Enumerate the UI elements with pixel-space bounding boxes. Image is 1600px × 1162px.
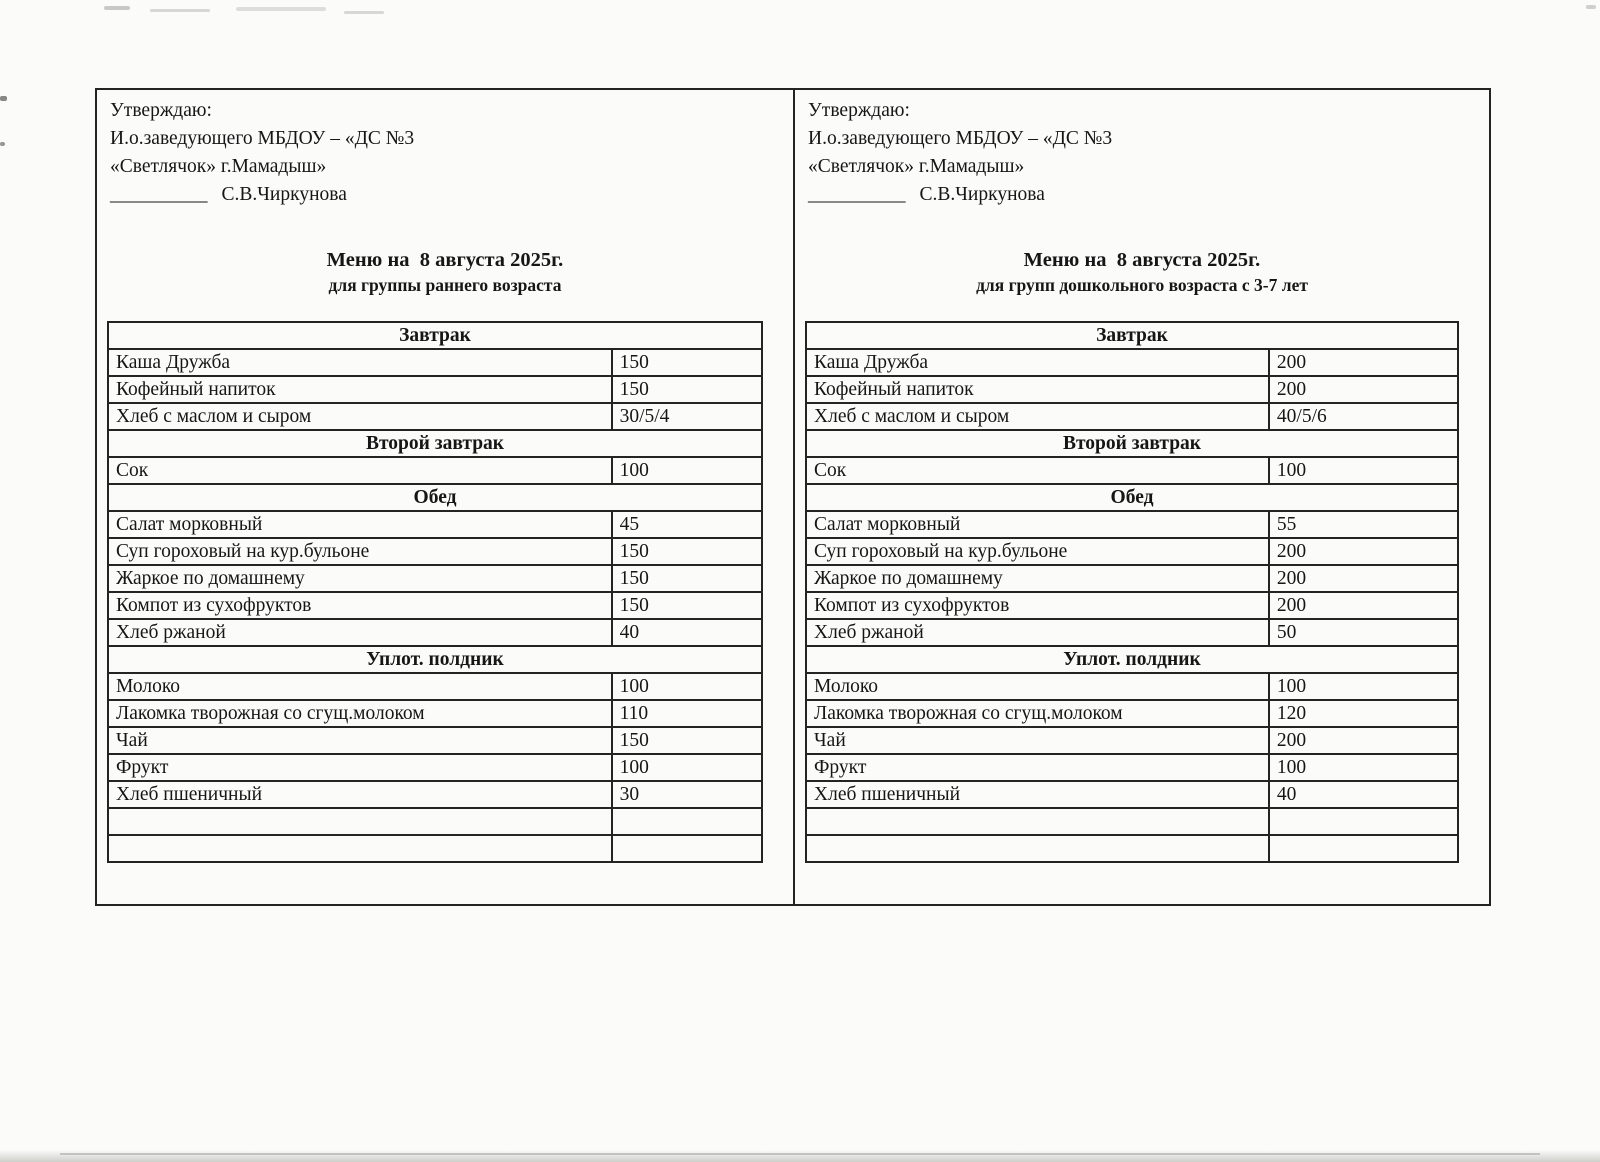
dish-name: Кофейный напиток xyxy=(108,376,612,403)
dish-quantity: 110 xyxy=(612,700,762,727)
dish-name: Чай xyxy=(108,727,612,754)
menu-item-row xyxy=(108,403,762,430)
menu-item-row xyxy=(806,619,1458,646)
scan-artifact xyxy=(104,6,130,10)
dish-name: Суп гороховый на кур.бульоне xyxy=(108,538,612,565)
menu-section-label: Уплот. полдник xyxy=(108,646,762,673)
menu-section-label: Второй завтрак xyxy=(108,430,762,457)
dish-name: Компот из сухофруктов xyxy=(108,592,612,619)
menu-table-early-age xyxy=(107,321,763,863)
signature-blank: __________ xyxy=(110,184,208,205)
menu-item-row xyxy=(806,592,1458,619)
dish-name: Компот из сухофруктов xyxy=(806,592,1269,619)
menu-item-row xyxy=(108,754,762,781)
menu-section-row xyxy=(806,484,1458,511)
dish-name: Хлеб пшеничный xyxy=(108,781,612,808)
menu-item-row xyxy=(806,511,1458,538)
menu-item-row xyxy=(108,619,762,646)
dish-name: Хлеб с маслом и сыром xyxy=(806,403,1269,430)
approval-line-2: И.о.заведующего МБДОУ – «ДС №3 xyxy=(808,128,1113,149)
approval-block xyxy=(97,90,793,209)
approval-line-3: «Светлячок» г.Мамадыш» xyxy=(808,156,1025,177)
approval-signature-line xyxy=(808,181,1489,209)
signature-blank: __________ xyxy=(808,184,906,205)
menu-section-label: Второй завтрак xyxy=(806,430,1458,457)
scan-artifact xyxy=(0,142,5,146)
dish-name: Молоко xyxy=(806,673,1269,700)
menu-item-row xyxy=(806,565,1458,592)
dish-name: Хлеб ржаной xyxy=(806,619,1269,646)
dish-name: Сок xyxy=(108,457,612,484)
menu-item-row xyxy=(108,538,762,565)
menu-section-row xyxy=(108,484,762,511)
dish-quantity: 40 xyxy=(612,619,762,646)
menu-item-row xyxy=(806,673,1458,700)
menu-item-row xyxy=(108,835,762,862)
dish-quantity: 45 xyxy=(612,511,762,538)
dish-name: Жаркое по домашнему xyxy=(108,565,612,592)
menu-item-row xyxy=(806,376,1458,403)
menu-panel-preschool xyxy=(793,90,1489,904)
menu-item-row xyxy=(108,700,762,727)
dish-quantity: 150 xyxy=(612,349,762,376)
dish-name: Лакомка творожная со сгущ.молоком xyxy=(108,700,612,727)
dish-name: Хлеб пшеничный xyxy=(806,781,1269,808)
dish-quantity: 150 xyxy=(612,376,762,403)
dish-name xyxy=(806,808,1269,835)
dish-name xyxy=(108,808,612,835)
menu-section-label: Уплот. полдник xyxy=(806,646,1458,673)
dish-quantity: 100 xyxy=(612,457,762,484)
dish-quantity: 200 xyxy=(1269,592,1458,619)
dish-quantity: 50 xyxy=(1269,619,1458,646)
menu-panel-early-age xyxy=(97,90,793,904)
approval-line-1: Утверждаю: xyxy=(808,100,910,121)
dish-quantity: 150 xyxy=(612,565,762,592)
menu-section-row xyxy=(108,430,762,457)
menu-sheet xyxy=(95,88,1491,906)
dish-name xyxy=(806,835,1269,862)
menu-item-row xyxy=(108,727,762,754)
signature-name: С.В.Чиркунова xyxy=(919,184,1045,205)
dish-quantity xyxy=(1269,808,1458,835)
menu-item-row xyxy=(806,835,1458,862)
dish-name: Каша Дружба xyxy=(108,349,612,376)
dish-quantity: 30/5/4 xyxy=(612,403,762,430)
menu-subtitle: для групп дошкольного возраста с 3-7 лет xyxy=(976,275,1308,295)
menu-table-preschool xyxy=(805,321,1459,863)
dish-quantity: 200 xyxy=(1269,538,1458,565)
dish-quantity: 100 xyxy=(1269,673,1458,700)
dish-quantity xyxy=(612,835,762,862)
menu-item-row xyxy=(108,457,762,484)
dish-name: Салат морковный xyxy=(806,511,1269,538)
menu-item-row xyxy=(108,673,762,700)
dish-quantity: 40 xyxy=(1269,781,1458,808)
menu-item-row xyxy=(806,457,1458,484)
menu-item-row xyxy=(108,565,762,592)
dish-quantity: 200 xyxy=(1269,376,1458,403)
menu-item-row xyxy=(806,349,1458,376)
menu-item-row xyxy=(806,538,1458,565)
menu-item-row xyxy=(108,376,762,403)
dish-quantity xyxy=(1269,835,1458,862)
dish-quantity: 55 xyxy=(1269,511,1458,538)
menu-section-row xyxy=(108,646,762,673)
menu-title-block xyxy=(97,249,793,296)
menu-item-row xyxy=(108,349,762,376)
signature-name: С.В.Чиркунова xyxy=(221,184,347,205)
dish-name: Жаркое по домашнему xyxy=(806,565,1269,592)
dish-quantity: 120 xyxy=(1269,700,1458,727)
dish-name: Молоко xyxy=(108,673,612,700)
menu-section-label: Завтрак xyxy=(806,322,1458,349)
menu-title-block xyxy=(795,249,1489,296)
menu-section-row xyxy=(108,322,762,349)
menu-item-row xyxy=(108,592,762,619)
dish-quantity: 100 xyxy=(612,754,762,781)
menu-section-row xyxy=(806,646,1458,673)
menu-subtitle: для группы раннего возраста xyxy=(328,275,562,295)
menu-item-row xyxy=(108,808,762,835)
menu-item-row xyxy=(806,781,1458,808)
approval-line-2: И.о.заведующего МБДОУ – «ДС №3 xyxy=(110,128,415,149)
dish-name: Каша Дружба xyxy=(806,349,1269,376)
dish-quantity: 200 xyxy=(1269,349,1458,376)
dish-name xyxy=(108,835,612,862)
scan-artifact xyxy=(344,11,384,14)
approval-signature-line xyxy=(110,181,793,209)
approval-line-1: Утверждаю: xyxy=(110,100,212,121)
dish-name: Хлеб ржаной xyxy=(108,619,612,646)
scan-artifact xyxy=(236,7,326,11)
approval-block xyxy=(795,90,1489,209)
dish-quantity: 100 xyxy=(1269,457,1458,484)
dish-quantity: 200 xyxy=(1269,565,1458,592)
menu-section-label: Обед xyxy=(108,484,762,511)
scan-artifact xyxy=(1586,5,1596,9)
scan-artifact xyxy=(150,9,210,12)
dish-name: Сок xyxy=(806,457,1269,484)
dish-name: Лакомка творожная со сгущ.молоком xyxy=(806,700,1269,727)
menu-item-row xyxy=(108,511,762,538)
dish-quantity: 30 xyxy=(612,781,762,808)
dish-quantity: 150 xyxy=(612,592,762,619)
menu-section-row xyxy=(806,430,1458,457)
dish-name: Салат морковный xyxy=(108,511,612,538)
dish-quantity: 100 xyxy=(612,673,762,700)
dish-quantity xyxy=(612,808,762,835)
menu-section-label: Завтрак xyxy=(108,322,762,349)
scan-bottom-shadow xyxy=(0,1150,1600,1162)
menu-item-row xyxy=(806,808,1458,835)
dish-name: Фрукт xyxy=(108,754,612,781)
menu-section-row xyxy=(806,322,1458,349)
approval-line-3: «Светлячок» г.Мамадыш» xyxy=(110,156,327,177)
dish-name: Суп гороховый на кур.бульоне xyxy=(806,538,1269,565)
dish-quantity: 100 xyxy=(1269,754,1458,781)
dish-name: Кофейный напиток xyxy=(806,376,1269,403)
dish-quantity: 40/5/6 xyxy=(1269,403,1458,430)
menu-title: Меню на 8 августа 2025г. xyxy=(1023,249,1261,271)
menu-item-row xyxy=(806,403,1458,430)
scan-bottom-line xyxy=(60,1153,1540,1155)
scan-artifact xyxy=(0,96,7,101)
menu-item-row xyxy=(108,781,762,808)
dish-quantity: 200 xyxy=(1269,727,1458,754)
menu-title: Меню на 8 августа 2025г. xyxy=(326,249,564,271)
menu-section-label: Обед xyxy=(806,484,1458,511)
menu-item-row xyxy=(806,754,1458,781)
menu-item-row xyxy=(806,700,1458,727)
dish-quantity: 150 xyxy=(612,538,762,565)
dish-quantity: 150 xyxy=(612,727,762,754)
menu-item-row xyxy=(806,727,1458,754)
dish-name: Фрукт xyxy=(806,754,1269,781)
dish-name: Хлеб с маслом и сыром xyxy=(108,403,612,430)
dish-name: Чай xyxy=(806,727,1269,754)
